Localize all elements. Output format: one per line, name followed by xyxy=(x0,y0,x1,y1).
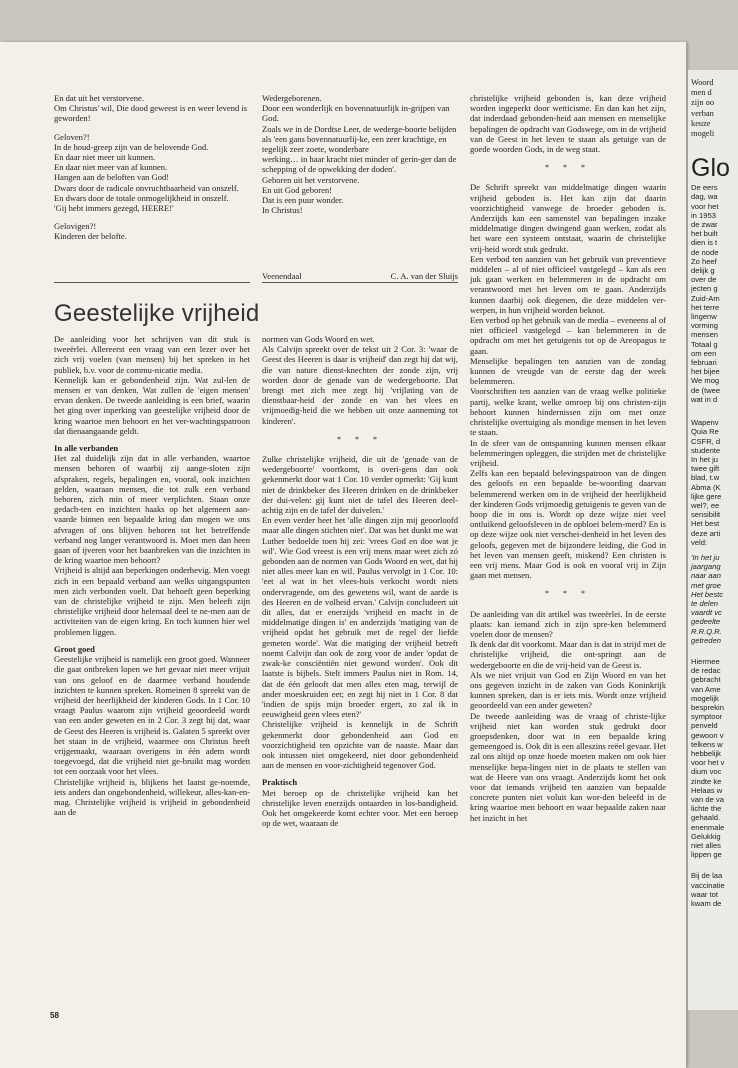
article-column-2 xyxy=(262,334,458,828)
poem-line: Gelovigen?! xyxy=(54,221,97,232)
poem-line: En daar niet meer uit kunnen. xyxy=(54,152,156,163)
adjacent-line: niet alles xyxy=(691,841,721,851)
poem-line: En daar niet meer van af kunnen. xyxy=(54,162,168,173)
poem-column-2 xyxy=(262,93,458,215)
adjacent-line: R.R.Q.R. xyxy=(691,626,722,636)
paragraph: Ik denk dat dit voorkomt. Maar dan is dat in strijd met de christelijke vrijheid, die ont-springt aan de wedergeboorte en die de vrij-heid van de Geest is. xyxy=(470,639,666,670)
adjacent-line: symptoor xyxy=(691,712,723,722)
poem-line: En dat uit het verstorvene. xyxy=(54,93,144,103)
adjacent-line: Bij de laa xyxy=(691,871,723,881)
adjacent-line: wel?, ee xyxy=(691,500,720,510)
adjacent-line: voor het v xyxy=(691,758,725,768)
section-divider: * * * xyxy=(545,163,591,173)
adjacent-line: lingenw xyxy=(691,312,717,322)
adjacent-line: We mog xyxy=(691,376,720,386)
poem-line: In de houd-greep zijn van de belovende God. xyxy=(54,141,209,152)
section-heading: Groot goed xyxy=(54,643,95,654)
adjacent-line: In het ju xyxy=(691,454,719,464)
adjacent-line: het bijee xyxy=(691,367,720,377)
adjacent-line: hebbelijk xyxy=(691,749,721,758)
adjacent-line: Het bestc xyxy=(691,589,724,599)
adjacent-end xyxy=(691,871,738,908)
poem-line: Door een wonderlijk en bovennatuurlijk in-grijpen van God. xyxy=(262,103,450,124)
adjacent-line: zindte ke xyxy=(691,776,722,786)
adjacent-line: van Ame xyxy=(691,684,721,694)
adjacent-line: de zwar xyxy=(691,220,718,230)
adjacent-line: waar tot xyxy=(691,889,719,899)
poem-author: C. A. van der Sluijs xyxy=(390,271,458,281)
poem-rule-right xyxy=(262,282,458,283)
poem-column-1 xyxy=(54,93,250,242)
paragraph: En even verder heet het 'alle dingen zijn mij geoorloofd maar alle dingen stichten niet'. Dat was het dunkt me wat Luther bedoelde toen hij zei: 'vrees God en doe wat je wil'. Wie God vreest is een vrij mens maar weet zich zó gebonden aan de normen van Gods Woord en wet, dat hij niet alles meer kan en wil. Paulus vervolgt in 1 Cor. 10: 'eet al wat in het vlees-huis verkocht wordt niets ondervragende, om des gewetens wil, want de aarde is des Heeren en de volheid ervan.' Calvijn concludeert uit dit alles, dat er enerzijds 'vrijheid en macht in de middelmatige dingen is' en anderzijds 'matiging van de vrijheid opdat het gebruik met de regel der liefde gemeten worde'. Wat die matiging der vrijheid betreft noemt Calvijn dan ook de zorg voor de ander 'opdat de zwak-ke consciëntiën niet gewond worden'. Ook dit laatste is bijbels. Stelt immers Paulus niet in Rom. 14, dat de één gelooft dat men alles eten mag, terwijl de ander moeskruiden eet; en zegt hij niet in 1 Cor. 8 dat 'indien de spijs mijn broeder ergert, zo zal ik in eeuwigheid geen vlees eten?' xyxy=(262,515,458,720)
adjacent-line: sensibilit xyxy=(691,510,721,520)
adjacent-line: gebracht xyxy=(691,675,721,685)
adjacent-line: dien is t xyxy=(691,238,718,248)
paragraph: In de sfeer van de ontspanning kunnen mensen elkaar belemmeringen opleggen, die strijden met de christelijke vrijheid. xyxy=(470,437,666,468)
adjacent-line: De eers xyxy=(691,183,718,193)
adjacent-line: om een xyxy=(691,348,717,358)
adjacent-line: besprekin xyxy=(691,702,724,712)
poem-line: 'Gij hebt immers gezegd, HEERE!' xyxy=(54,203,174,214)
adjacent-line: Woord xyxy=(691,78,714,87)
adjacent-line: wat in d xyxy=(691,394,718,404)
stanza-gap xyxy=(54,124,250,132)
paragraph: Christelijke vrijheid is, blijkens het laatst ge-noemde, iets anders dan ongebondenheid, willekeur, alles-kan-en-mag. Christelijke vrijheid is vrijheid in gebondenheid aan de xyxy=(54,776,250,818)
adjacent-line: blad, t.w xyxy=(691,473,720,483)
poem-line: Om Christus' wil, Die dood geweest is en weer levend is geworden! xyxy=(54,103,248,124)
adjacent-line: het built xyxy=(691,229,718,239)
article-title: Geestelijke vrijheid xyxy=(54,300,260,327)
adjacent-line: men d xyxy=(691,88,712,98)
paragraph: christelijke vrijheid gebonden is, kan deze vrijheid worden ingeperkt door wetticisme. En dan kan het zijn, dat inderdaad gebonden-heid aan mensen en menselijke bepalingen de opdracht van Godswege, om in de vrijheid van de Geest in het leven te staan als getuige van de goede woorden Gods, in de weg staat. xyxy=(470,93,666,155)
poem-line: Zoals we in de Dordtse Leer, de wederge-boorte belijden als 'een gans bovennatuurlij-ke, een zeer krachtige, en tegelijk zeer zoete, wonderbare xyxy=(262,123,457,155)
poem-rule-left xyxy=(54,282,250,283)
adjacent-line: dium voc xyxy=(691,767,722,777)
poem-line: Hangen aan de beloften van God! xyxy=(54,172,170,183)
adjacent-line: Wapenv xyxy=(691,418,719,428)
poem-place: Veenendaal xyxy=(262,271,302,281)
adjacent-line: van de va xyxy=(691,795,724,805)
adjacent-page-text xyxy=(688,78,738,908)
adjacent-line: februari xyxy=(691,358,717,368)
adjacent-line: lichte the xyxy=(691,804,722,814)
adjacent-line: studente xyxy=(691,445,721,455)
paragraph: Voorschriften ten aanzien van de vraag welke politieke partij, welke krant, welke omroep bij ons christen-zijn behoort kunnen hindernissen zijn om met onze christelijke overtuiging als mondige mensen in het leven te staan. xyxy=(470,386,666,438)
adjacent-line: enenmale xyxy=(691,822,725,832)
adjacent-line: lippen ge xyxy=(691,850,722,860)
adjacent-page-edge xyxy=(688,70,738,1010)
adjacent-line: keuze xyxy=(691,118,711,128)
section-heading: In alle verbanden xyxy=(54,443,119,454)
adjacent-line: Gelukkig xyxy=(691,831,721,841)
section-divider: * * * xyxy=(337,434,383,444)
paragraph: De aanleiding voor het schrijven van dit stuk is tweeërlei. Allereerst een vraag van een lezer over het zich vrij voelen (van mensen) bij het spreken in het publiek, b.v. voor de commu-nicatie media. xyxy=(54,334,250,375)
section-divider: * * * xyxy=(545,589,591,599)
adjacent-tail xyxy=(691,657,738,859)
paragraph: Het zal duidelijk zijn dat in alle verbanden, waartoe mensen behoren of waarbij zij aange-sloten zijn afspraken, regels, bepalingen en, vooral, ook inzichten gelden, waaraan mensen, die tot zulk een verband behoren, zich min of meer verplichten. Staan onze gedach-ten en inzichten haaks op het algemeen aan-vaarde binnen een bepaalde kring dan mogen we ons afvragen of ons blijven behoren tot het betreffende verband nog langer verantwoord is. Moet men dan heen gaan of ijveren voor het baanbreken van die inzichten in de kring waartoe men behoort? xyxy=(54,453,250,566)
adjacent-line: Abma (K xyxy=(691,482,721,492)
poem-line: Geboren uit het verstorvene. xyxy=(262,174,360,185)
adjacent-line: getreden xyxy=(691,635,721,645)
adjacent-line: dag, wa xyxy=(691,192,718,202)
adjacent-line: over de xyxy=(691,275,717,285)
adjacent-line: de (twee xyxy=(691,385,721,395)
adjacent-line: zijn oo xyxy=(691,98,715,108)
adjacent-line: vorming xyxy=(691,321,719,331)
adjacent-line: met groe xyxy=(691,580,721,590)
adjacent-line: veld: xyxy=(691,537,708,547)
adjacent-line: deze arti xyxy=(691,528,721,538)
adjacent-line: Quia Re xyxy=(691,427,719,437)
adjacent-mid xyxy=(691,418,738,547)
adjacent-line: naar aan xyxy=(691,571,721,581)
adjacent-line: twee gift xyxy=(691,464,720,474)
adjacent-line: voor het xyxy=(691,201,719,211)
adjacent-line: telkens w xyxy=(691,739,723,749)
adjacent-line: CSFR, d xyxy=(691,436,721,446)
adjacent-line: vaccinatie xyxy=(691,880,725,890)
paragraph: Christelijke vrijheid is kennelijk in de Schrift gekenmerkt door gebondenheid aan God en voorzichtigheid ten opzichte van de naaste. Maar dan ook intussen niet omgekeerd, niet door gebondenheid aan de mensen en voor-zichtigheid tegenover God. xyxy=(262,719,458,771)
adjacent-line: kwam de xyxy=(691,899,722,909)
paragraph: Met beroep op de christelijke vrijheid kan het christelijke leven enerzijds ontaarden in los-bandigheid. Ook het omgekeerde komt echter voor. Met een beroep op de wet, waaraan de xyxy=(262,787,458,829)
adjacent-line: mogelijk xyxy=(691,693,719,703)
adjacent-line: het terre xyxy=(691,302,720,312)
adjacent-line: gewoon v xyxy=(691,730,724,740)
adjacent-line: jaargang xyxy=(691,562,721,572)
adjacent-line: Hiermee xyxy=(691,656,720,666)
paragraph: De tweede aanleiding was de vraag of christe-lijke vrijheid niet kan worden stuk gedrukt door groepsdenken, door wat in een bepaalde kring gemeengoed is. Ook dit is een alleszins reëel gevaar. Het zal ons altijd op onze hoede moeten maken om ook hier menselijke bepa-lingen niet in de plaats te stellen van wat de Heere van ons vraagt. Anderzijds komt het ook voor dat iemands vrijheid ten aanzien van bepaalde concrete punten niet voluit kan wor-den beleefd in de kring waartoe men behoort en waar bepaalde zaken naar het inzicht in het xyxy=(470,710,666,823)
adjacent-line: Helaas w xyxy=(691,785,723,795)
adjacent-line: Zuid-Am xyxy=(691,293,720,303)
article-column-1 xyxy=(54,334,250,817)
adjacent-line: te delen xyxy=(691,598,719,608)
adjacent-line: Het best xyxy=(691,519,720,529)
adjacent-line: delijk g xyxy=(691,266,715,276)
paragraph: normen van Gods Woord en wet. xyxy=(262,334,375,344)
stanza-gap xyxy=(54,213,250,221)
adjacent-line: in 1953 xyxy=(691,210,716,220)
poem-line: Kinderen der belofte. xyxy=(54,231,127,242)
paragraph: Een verbod ten aanzien van het gebruik van preventieve middelen – al of niet officieel vastgelegd – kan als een juk gaan werken en belemmeren in de opdracht om verantwoord met het leven om te gaan. Anderzijds kunnen daarbij ook diegenen, die deze middelen ver-werpen, in hun vrijheid worden beknot. xyxy=(470,253,666,315)
adjacent-line: mensen xyxy=(691,330,719,340)
poem-line: In Christus! xyxy=(262,205,303,216)
adjacent-body xyxy=(691,183,738,404)
adjacent-line: 'In het ju xyxy=(691,552,720,562)
paragraph: Zulke christelijke vrijheid, die uit de 'genade van de wedergeboorte' voortkomt, is overi-gens dan ook gekenmerkt door wat 1 Cor. 10 verder opmerkt: 'Gij kunt niet de drinkbeker des Heeren drinken en de drinkbeker der dui-velen: gij kunt niet de tafel des Heeren deel-achtig zijn en de tafel der duivelen.' xyxy=(262,454,458,516)
poem-line: En uit God geboren! xyxy=(262,184,333,195)
adjacent-line: gedeelte xyxy=(691,617,721,627)
paragraph: Zelfs kan een bepaald belevingspatroon van de dingen des geloofs en een bepaalde be-woording daarvan belemmerend werken om in de vrijheid der heerlijkheid der kinderen Gods vrijmoedig getuigenis te geven van de hoop die in ons is. Wordt op deze wijze niet veel ontluikend geloofsleven in de opbloei belem-merd? En is op deze wijze ook niet verschei-denheid in het leven des geloofs, gegeven met de bijzondere leiding, die God in het leven van mensen geeft, miskend? Een christen is een vrij mens. Maar God is ook en vooral vrij in Zijn gaan met mensen. xyxy=(470,468,666,581)
paragraph: Als we niet vrijuit van God en Zijn Woord en van het ons gegeven inzicht in de zaken van Gods Koninkrijk kunnen spreken, dan is er iets mis. Wordt onze vrijheid geoordeeld van een ander geweten? xyxy=(470,669,666,711)
poem-line: Dat is een puur wonder. xyxy=(262,195,344,206)
section-heading: Praktisch xyxy=(262,777,298,788)
paragraph: Als Calvijn spreekt over de tekst uit 2 Cor. 3: 'waar de Geest des Heeren is daar is vrijheid' dan zegt hij dat wij, die van nature dienst-knechten der zonde zijn, vrij worden door de genade van de wedergeboorte. Dat brengt met zich mee zegt hij 'vrijlating van de dienstbaar-heid der zonde en van het vlees en vrijmoedig-heid die we hebben uit onze aanneming tot kinderen'. xyxy=(262,344,458,426)
poem-line: Wedergeborenen. xyxy=(262,93,322,103)
adjacent-line: de node xyxy=(691,247,719,257)
adjacent-line: lijke gere xyxy=(691,491,722,501)
adjacent-line: de redac xyxy=(691,666,721,676)
poem-line: En dwars door de totale onmogelijkheid in onszelf. xyxy=(54,192,229,203)
adjacent-line: mogeli xyxy=(691,129,715,139)
adjacent-line: Totaal g xyxy=(691,339,718,349)
adjacent-line: Zo heef xyxy=(691,256,717,266)
paragraph: De Schrift spreekt van middelmatige dingen waarin vrijheid geboden is. Het kan zijn dat daarin voorzichtigheid vanwege de broeder geboden is. Anderzijds kan een samenstel van bepalingen inzake middelmatige dingen dwingend gaan werken, zodat als het ware een systeem ontstaat, waarin de christelijke vrij-heid wordt stuk gedrukt. xyxy=(470,182,666,254)
poem-line: werking… in haar kracht niet minder of gerin-ger dan de schepping of de opwekking der doden'. xyxy=(262,154,457,175)
article-column-3 xyxy=(470,93,666,823)
adjacent-line: jecten g xyxy=(691,284,718,294)
paragraph: De aanleiding van dit artikel was tweeërlei. In de eerste plaats: kan iemand zich in zijn spre-ken belemmerd voelen door de mensen? xyxy=(470,608,666,639)
adjacent-line: vaardt vc xyxy=(691,608,722,618)
adjacent-title: Glo xyxy=(691,154,730,183)
adjacent-quote xyxy=(691,553,738,645)
poem-line: Geloven?! xyxy=(54,131,90,142)
paragraph: Een verbod op het gebruik van de media – eveneens al of niet officieel vastgelegd – kan belemmeren in de opdracht om met het getuigenis tot op de Areopagus te gaan. xyxy=(470,315,666,356)
paragraph: Vrijheid is altijd aan beperkingen onderhevig. Men voegt zich in een bepaald verband aan welks uitgangspunten men zich verbonden voelt. Dat behoeft geen beperking van de christelijke vrijheid te zijn. Men beleeft zijn christelijke vrijheid door helemaal deel te ne-men aan de activiteiten van de eigen kring. En toch kunnen hier wel problemen liggen. xyxy=(54,565,250,637)
paragraph: Menselijke bepalingen ten aanzien van de zondag kunnen de vreugde van de eerste dag der week belemmeren. xyxy=(470,355,666,387)
poem-line: Dwars door de radicale onvruchtbaarheid van onszelf. xyxy=(54,182,239,193)
adjacent-line: gehaald. xyxy=(691,813,721,823)
adjacent-line: penveld xyxy=(691,721,718,731)
adjacent-line: verban xyxy=(691,108,714,118)
page-number: 58 xyxy=(50,1011,59,1020)
paragraph: Kennelijk kan er gebondenheid zijn. Wat zul-len de mensen er van denken. Wat zullen de 'eigen mensen' ervan denken. De tweede aanleiding is een brief, waarin het ging over inperking van geestelijke vrijheid door de kring waartoe men behoort en het ver-wachtingspatroon dat dienaangaande geldt. xyxy=(54,374,250,436)
adjacent-top-text xyxy=(691,78,738,139)
paragraph: Geestelijke vrijheid is namelijk een groot goed. Wanneer die gaat ontbreken lopen we het gevaar niet meer vrijuit van ons geloof en de daarmee verband houdende inzichten te kunnen spreken. Romeinen 8 spreekt van de vrijheid der heerlijkheid der kinderen Gods. In 1 Cor. 10 vraagt Paulus waarom zijn vrijheid geoordeeld wordt van een ander geweten en in 2 Cor. 3 zegt hij dat, waar de Geest des Heeren is vrijheid is. Galaten 5 spreekt over het staan in de vrijheid, waarmee ons Christus heeft vrijgemaakt, waaraan overigens in één adem wordt toegevoegd, dat die vrijheid niet ge-bruikt mag worden tot een oorzaak voor het vlees. xyxy=(54,654,250,777)
